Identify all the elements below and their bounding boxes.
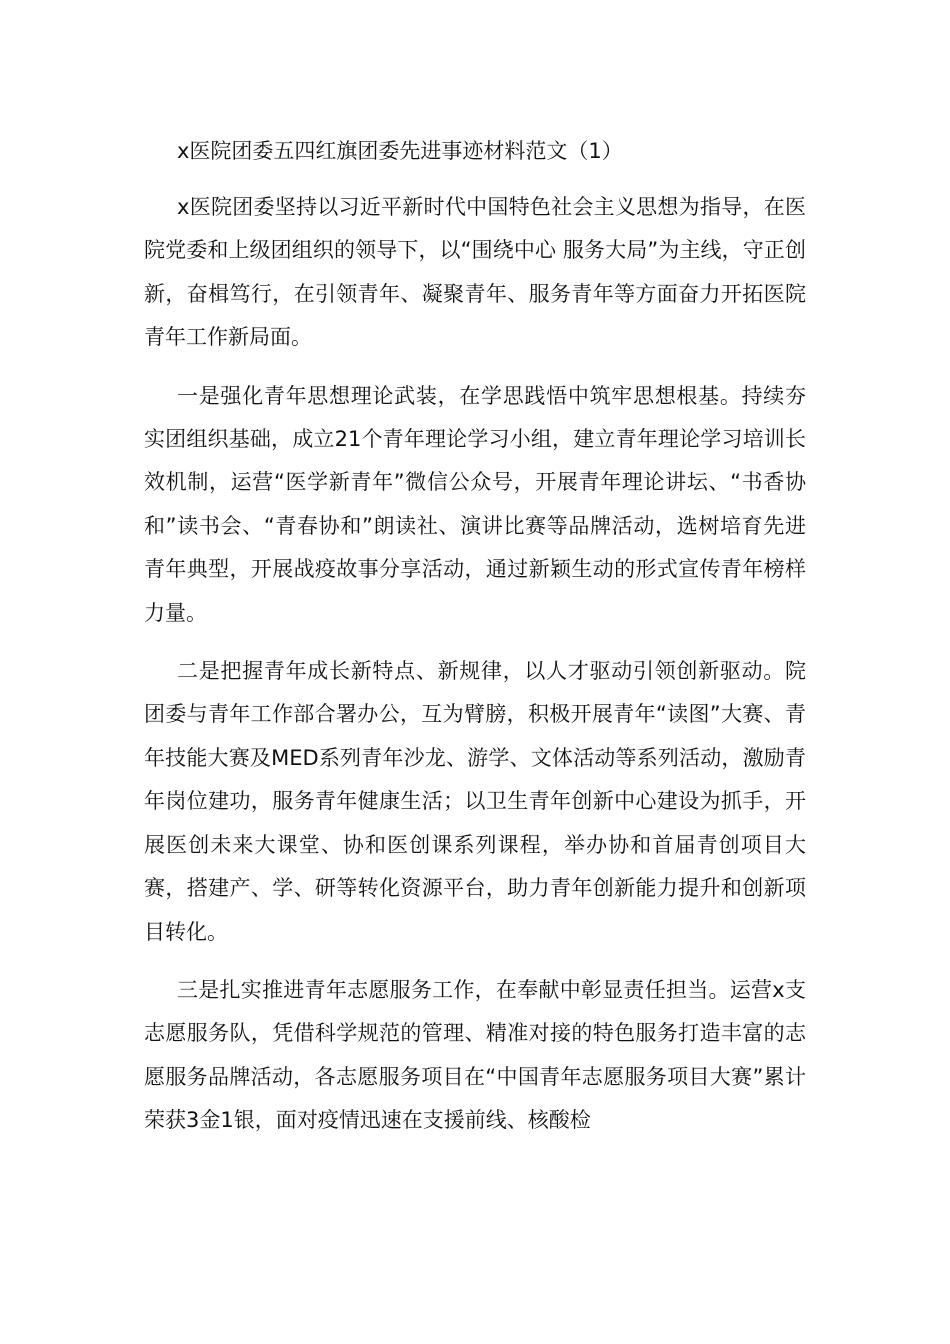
document-body <box>144 131 806 1143</box>
paragraph-point-two: 二是把握青年成长新特点、新规律，以人才驱动引领创新驱动。院团委与青年工作部合署办公，互为臂膀，积极开展青年“读图”大赛、青年技能大赛及MED系列青年沙龙、游学、文体活动等系列活动，激励青年岗位建功，服务青年健康生活；以卫生青年创新中心建设为抓手，开展医创未来大课堂、协和医创课系列课程，举办协和首届青创项目大赛，搭建产、学、研等转化资源平台，助力青年创新能力提升和创新项目转化。 <box>144 659 806 944</box>
paragraph-intro: x医院团委坚持以习近平新时代中国特色社会主义思想为指导，在医院党委和上级团组织的领导下，以“围绕中心 服务大局”为主线，守正创新，奋楫笃行，在引领青年、凝聚青年、服务青年等方面奋力开拓医院青年工作新局面。 <box>144 195 806 350</box>
document-title: x医院团委五四红旗团委先进事迹材料范文（1） <box>177 139 623 163</box>
paragraph-point-one: 一是强化青年思想理论武装，在学思践悟中筑牢思想根基。持续夯实团组织基础，成立21个青年理论学习小组，建立青年理论学习培训长效机制，运营“医学新青年”微信公众号，开展青年理论讲坛、“书香协和”读书会、“青春协和”朗读社、演讲比赛等品牌活动，选树培育先进青年典型，开展战疫故事分享活动，通过新颖生动的形式宣传青年榜样力量。 <box>144 383 806 625</box>
paragraph-point-three: 三是扎实推进青年志愿服务工作，在奉献中彰显责任担当。运营x支志愿服务队，凭借科学规范的管理、精准对接的特色服务打造丰富的志愿服务品牌活动，各志愿服务项目在“中国青年志愿服务项目大赛”累计荣获3金1银，面对疫情迅速在支援前线、核酸检 <box>144 977 806 1133</box>
